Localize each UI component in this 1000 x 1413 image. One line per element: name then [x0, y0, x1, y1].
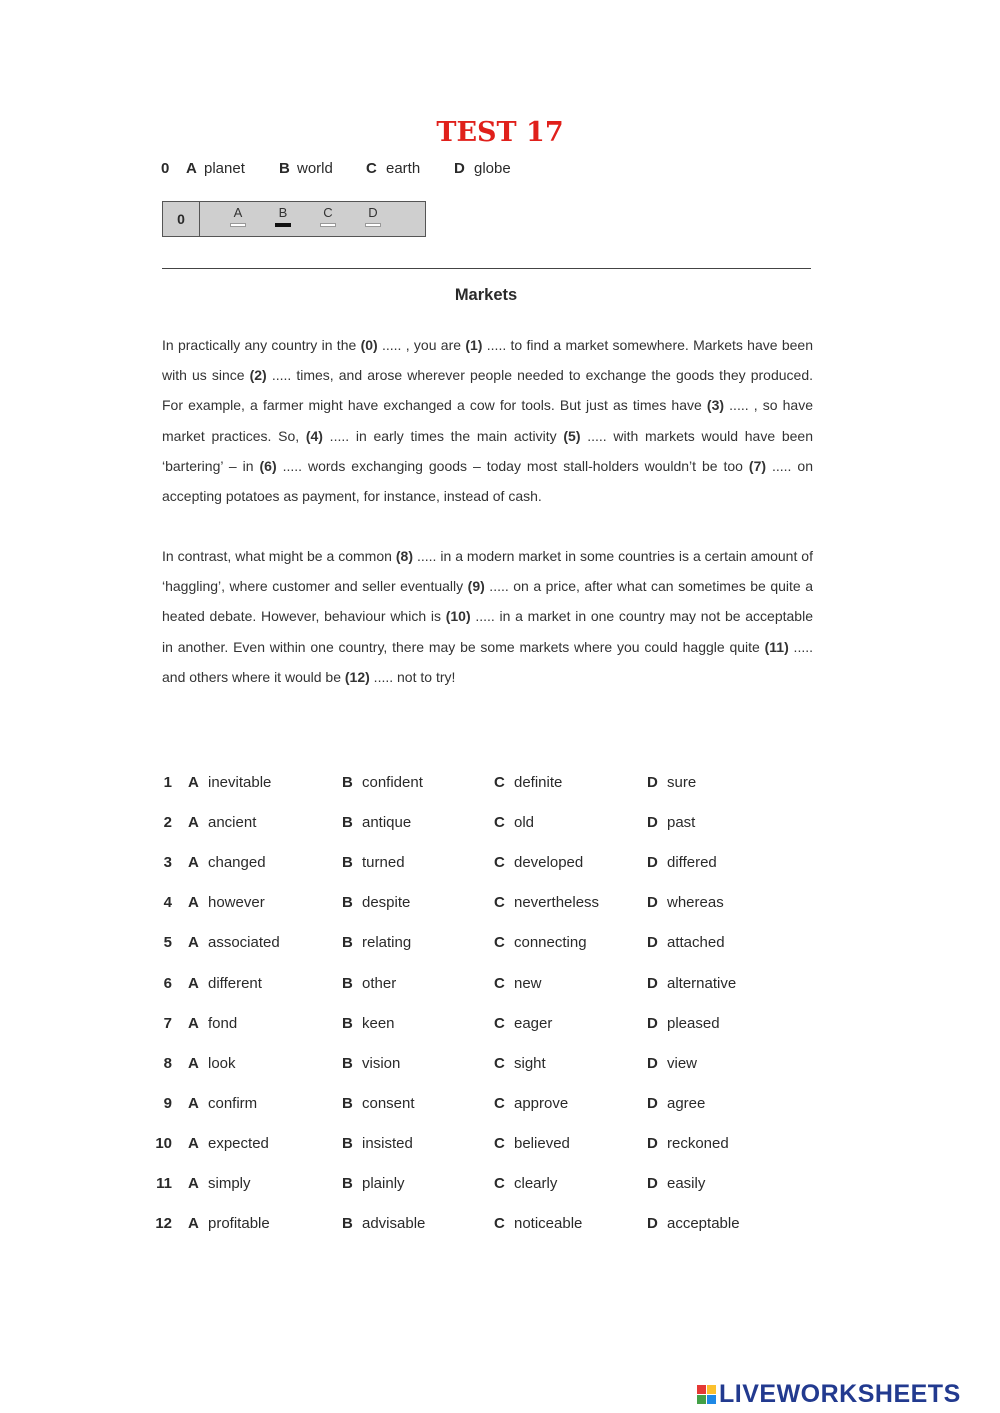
- option-letter: A: [188, 774, 199, 791]
- option-d: [647, 1095, 705, 1112]
- option-text: other: [362, 974, 397, 992]
- passage-text: ..... to find a market somewhere. Markets have been with us since: [162, 337, 813, 384]
- option-text: consent: [362, 1094, 415, 1112]
- gap-marker: (8): [395, 548, 413, 564]
- option-letter: A: [188, 1094, 199, 1112]
- option-letter: A: [188, 1175, 199, 1192]
- option-b: [342, 1175, 405, 1192]
- option-letter: C: [494, 814, 505, 832]
- option-letter: A: [188, 894, 199, 912]
- passage-text: ..... in a market in one country may not be acceptable in another. Even within one country, there may be some markets where you could haggle quite: [162, 608, 813, 655]
- option-b: [342, 934, 411, 951]
- option-letter: B: [342, 814, 353, 832]
- question-row: [150, 1015, 770, 1037]
- option-a: [188, 1135, 269, 1152]
- option-text: confident: [362, 774, 423, 791]
- option-letter: C: [494, 1175, 505, 1192]
- example-option-d: globe: [474, 160, 511, 177]
- option-d: [647, 814, 695, 831]
- option-text: profitable: [208, 1215, 270, 1233]
- question-number: 11: [156, 1175, 172, 1192]
- option-letter: B: [342, 854, 353, 872]
- option-letter: A: [188, 854, 199, 872]
- answer-box-number: 0: [163, 202, 200, 236]
- option-text: clearly: [514, 1175, 558, 1192]
- gap-marker: (7): [748, 457, 767, 474]
- option-b: [342, 1015, 395, 1032]
- option-b: [342, 894, 410, 911]
- passage-text: In practically any country in the: [162, 337, 361, 353]
- answer-letter-d: D: [368, 205, 378, 220]
- question-number: 9: [163, 1094, 172, 1112]
- option-c: [494, 854, 583, 871]
- option-c: [494, 1055, 546, 1072]
- option-text: look: [208, 1054, 236, 1072]
- option-text: differed: [667, 854, 717, 872]
- option-c: [494, 1215, 582, 1232]
- passage-paragraph-2: [162, 541, 813, 692]
- option-letter: C: [494, 1094, 505, 1112]
- passage-text: ..... in early times the main activity: [322, 427, 564, 444]
- answer-mark-a: [230, 223, 246, 227]
- logo-square: [707, 1395, 716, 1404]
- option-d: [647, 1135, 729, 1152]
- option-d: [647, 1175, 705, 1192]
- passage-text: ..... , you are: [377, 337, 466, 353]
- option-letter: B: [342, 894, 353, 912]
- option-text: nevertheless: [514, 894, 600, 912]
- option-letter: D: [647, 1134, 658, 1152]
- option-letter: B: [342, 974, 353, 992]
- option-text: agree: [667, 1094, 706, 1112]
- option-text: connecting: [514, 934, 587, 952]
- gap-marker: (12): [344, 668, 370, 685]
- option-a: [188, 934, 280, 951]
- option-letter: D: [647, 1175, 658, 1192]
- option-letter: C: [494, 1215, 505, 1233]
- question-number: 4: [163, 894, 172, 912]
- passage-text: ..... times, and arose wherever people needed to exchange the goods they produced. For example, a farmer might have exchanged a cow for tools. But just as times have: [162, 367, 813, 414]
- example-option-a: planet: [204, 160, 245, 177]
- option-letter: C: [494, 1014, 505, 1032]
- option-text: developed: [514, 854, 584, 872]
- option-d: [647, 975, 736, 992]
- example-letter-a: A: [186, 160, 197, 177]
- passage-text: ..... on accepting potatoes as payment, for instance, instead of cash.: [162, 457, 813, 505]
- passage-text: ..... on a price, after what can sometimes be quite a heated debate. However, behaviour which is: [162, 578, 813, 625]
- option-text: easily: [667, 1175, 706, 1192]
- option-letter: B: [342, 1175, 353, 1192]
- option-text: attached: [667, 934, 725, 952]
- option-text: confirm: [208, 1094, 258, 1112]
- option-b: [342, 1215, 425, 1232]
- option-text: eager: [514, 1014, 553, 1032]
- gap-marker: (3): [706, 397, 725, 414]
- option-letter: B: [342, 774, 353, 791]
- option-letter: A: [188, 1014, 199, 1032]
- option-letter: C: [494, 894, 505, 912]
- option-text: new: [514, 974, 542, 992]
- option-text: expected: [208, 1134, 269, 1152]
- option-text: turned: [362, 854, 405, 872]
- option-letter: A: [188, 1054, 199, 1072]
- question-number: 3: [163, 854, 172, 872]
- option-text: despite: [362, 894, 411, 912]
- option-letter: A: [188, 1215, 199, 1233]
- option-letter: D: [647, 814, 658, 832]
- option-text: past: [667, 814, 696, 832]
- option-text: ancient: [208, 814, 257, 832]
- question-number: 2: [163, 814, 172, 832]
- brand-footer: [697, 1379, 961, 1409]
- gap-marker: (2): [249, 367, 267, 384]
- question-number: 1: [163, 774, 172, 791]
- option-c: [494, 1015, 552, 1032]
- option-letter: B: [342, 1094, 353, 1112]
- option-d: [647, 1015, 720, 1032]
- option-text: old: [514, 814, 535, 832]
- question-number: 6: [163, 974, 172, 992]
- option-letter: B: [342, 1215, 353, 1233]
- question-row: [150, 975, 770, 997]
- option-letter: D: [647, 1094, 658, 1112]
- option-text: reckoned: [667, 1134, 729, 1152]
- gap-marker: (10): [445, 608, 471, 625]
- option-a: [188, 975, 262, 992]
- option-letter: D: [647, 974, 658, 992]
- option-d: [647, 934, 725, 951]
- passage-text: ..... not to try!: [369, 668, 456, 685]
- option-letter: C: [494, 774, 505, 791]
- question-number: 7: [163, 1014, 172, 1032]
- option-text: changed: [208, 854, 266, 872]
- answer-mark-d: [365, 223, 381, 227]
- option-letter: D: [647, 1215, 658, 1233]
- option-letter: C: [494, 974, 505, 992]
- option-text: approve: [514, 1094, 569, 1112]
- answer-option-d: [364, 205, 382, 227]
- page-title: TEST 17: [436, 117, 564, 148]
- logo-square: [707, 1385, 716, 1394]
- option-d: [647, 854, 717, 871]
- option-text: simply: [208, 1175, 251, 1192]
- option-text: believed: [514, 1134, 570, 1152]
- question-row: [150, 814, 770, 836]
- question-row: [150, 934, 770, 956]
- gap-marker: (11): [764, 638, 789, 655]
- passage-text: ..... and others where it would be: [162, 638, 813, 685]
- option-c: [494, 774, 562, 791]
- question-number: 5: [163, 934, 172, 952]
- question-number: 8: [163, 1054, 172, 1072]
- passage-text: ..... words exchanging goods – today most stall-holders wouldn’t be too: [276, 457, 749, 474]
- example-answer-box: [162, 201, 426, 237]
- answer-mark-b: [275, 223, 291, 227]
- option-letter: C: [494, 854, 505, 872]
- option-letter: A: [188, 934, 199, 952]
- gap-marker: (6): [259, 457, 277, 474]
- example-letter-c: C: [366, 160, 377, 177]
- option-b: [342, 1055, 400, 1072]
- option-a: [188, 1215, 270, 1232]
- option-c: [494, 934, 587, 951]
- answer-mark-c: [320, 223, 336, 227]
- option-b: [342, 854, 405, 871]
- option-text: definite: [514, 774, 563, 791]
- example-letter-b: B: [279, 160, 290, 177]
- question-row: [150, 854, 770, 876]
- passage-text: ..... with markets would have been ‘bartering’ – in: [162, 427, 813, 474]
- answer-option-b: [274, 205, 292, 227]
- gap-marker: (5): [563, 427, 581, 444]
- answer-letter-c: C: [323, 205, 333, 220]
- passage-text: In contrast, what might be a common: [162, 548, 396, 564]
- option-text: associated: [208, 934, 280, 952]
- passage-heading: Markets: [454, 286, 518, 304]
- option-a: [188, 854, 266, 871]
- gap-marker: (0): [360, 337, 378, 353]
- option-letter: C: [494, 1134, 505, 1152]
- question-row: [150, 774, 770, 796]
- option-text: fond: [208, 1014, 238, 1032]
- option-letter: B: [342, 934, 353, 952]
- question-number: 12: [155, 1215, 172, 1233]
- option-text: alternative: [667, 974, 737, 992]
- option-letter: D: [647, 934, 658, 952]
- option-letter: D: [647, 854, 658, 872]
- example-number: 0: [161, 160, 170, 177]
- example-option-b: world: [297, 160, 333, 177]
- section-divider: [162, 268, 811, 269]
- answer-option-a: [229, 205, 247, 227]
- option-c: [494, 1135, 570, 1152]
- option-b: [342, 774, 423, 791]
- question-row: [150, 1215, 770, 1237]
- brand-name: LIVEWORKSHEETS: [719, 1379, 961, 1408]
- liveworksheets-logo-icon: [697, 1385, 716, 1404]
- option-text: whereas: [667, 894, 724, 912]
- option-letter: D: [647, 774, 658, 791]
- option-letter: D: [647, 1054, 658, 1072]
- option-b: [342, 1095, 415, 1112]
- option-text: antique: [362, 814, 412, 832]
- gap-marker: (9): [467, 578, 485, 595]
- option-text: plainly: [362, 1175, 405, 1192]
- option-c: [494, 894, 599, 911]
- option-b: [342, 1135, 413, 1152]
- question-row: [150, 1175, 770, 1197]
- option-letter: D: [647, 894, 658, 912]
- option-c: [494, 1175, 557, 1192]
- option-a: [188, 894, 265, 911]
- answer-letter-a: A: [233, 205, 243, 220]
- option-a: [188, 1055, 236, 1072]
- option-text: however: [208, 894, 265, 912]
- option-text: vision: [362, 1054, 401, 1072]
- option-text: insisted: [362, 1134, 413, 1152]
- option-text: sure: [667, 774, 697, 791]
- option-text: keen: [362, 1014, 395, 1032]
- option-letter: D: [647, 1014, 658, 1032]
- option-letter: C: [494, 1054, 505, 1072]
- passage-text: ..... in a modern market in some countries is a certain amount of ‘haggling’, where customer and seller eventually: [162, 548, 813, 595]
- option-letter: A: [188, 974, 199, 992]
- question-row: [150, 1095, 770, 1117]
- example-letter-d: D: [454, 160, 465, 177]
- answer-option-c: [319, 205, 337, 227]
- option-a: [188, 814, 256, 831]
- option-text: sight: [514, 1054, 546, 1072]
- option-text: view: [667, 1054, 698, 1072]
- option-c: [494, 814, 534, 831]
- option-letter: B: [342, 1014, 353, 1032]
- gap-marker: (4): [305, 427, 323, 444]
- answer-letter-b: B: [278, 205, 288, 220]
- option-text: noticeable: [514, 1215, 583, 1233]
- option-d: [647, 1215, 740, 1232]
- gap-marker: (1): [465, 337, 483, 353]
- option-text: different: [208, 974, 262, 992]
- option-a: [188, 1015, 237, 1032]
- logo-square: [697, 1385, 706, 1394]
- option-letter: A: [188, 1134, 199, 1152]
- question-row: [150, 1055, 770, 1077]
- option-b: [342, 975, 396, 992]
- option-a: [188, 1175, 251, 1192]
- option-a: [188, 774, 271, 791]
- question-number: 10: [155, 1134, 172, 1152]
- option-c: [494, 975, 542, 992]
- question-row: [150, 894, 770, 916]
- option-b: [342, 814, 411, 831]
- option-a: [188, 1095, 257, 1112]
- option-letter: B: [342, 1054, 353, 1072]
- option-d: [647, 774, 696, 791]
- logo-square: [697, 1395, 706, 1404]
- passage-paragraph-1: [162, 330, 813, 511]
- option-text: inevitable: [208, 774, 272, 791]
- example-option-c: earth: [386, 160, 421, 177]
- option-text: relating: [362, 934, 412, 952]
- option-letter: B: [342, 1134, 353, 1152]
- option-text: advisable: [362, 1215, 426, 1233]
- option-text: pleased: [667, 1014, 720, 1032]
- passage-text: ..... , so have market practices. So,: [162, 397, 814, 444]
- option-d: [647, 894, 724, 911]
- option-text: acceptable: [667, 1215, 740, 1233]
- option-letter: C: [494, 934, 505, 952]
- option-d: [647, 1055, 697, 1072]
- option-c: [494, 1095, 568, 1112]
- question-row: [150, 1135, 770, 1157]
- option-letter: A: [188, 814, 199, 832]
